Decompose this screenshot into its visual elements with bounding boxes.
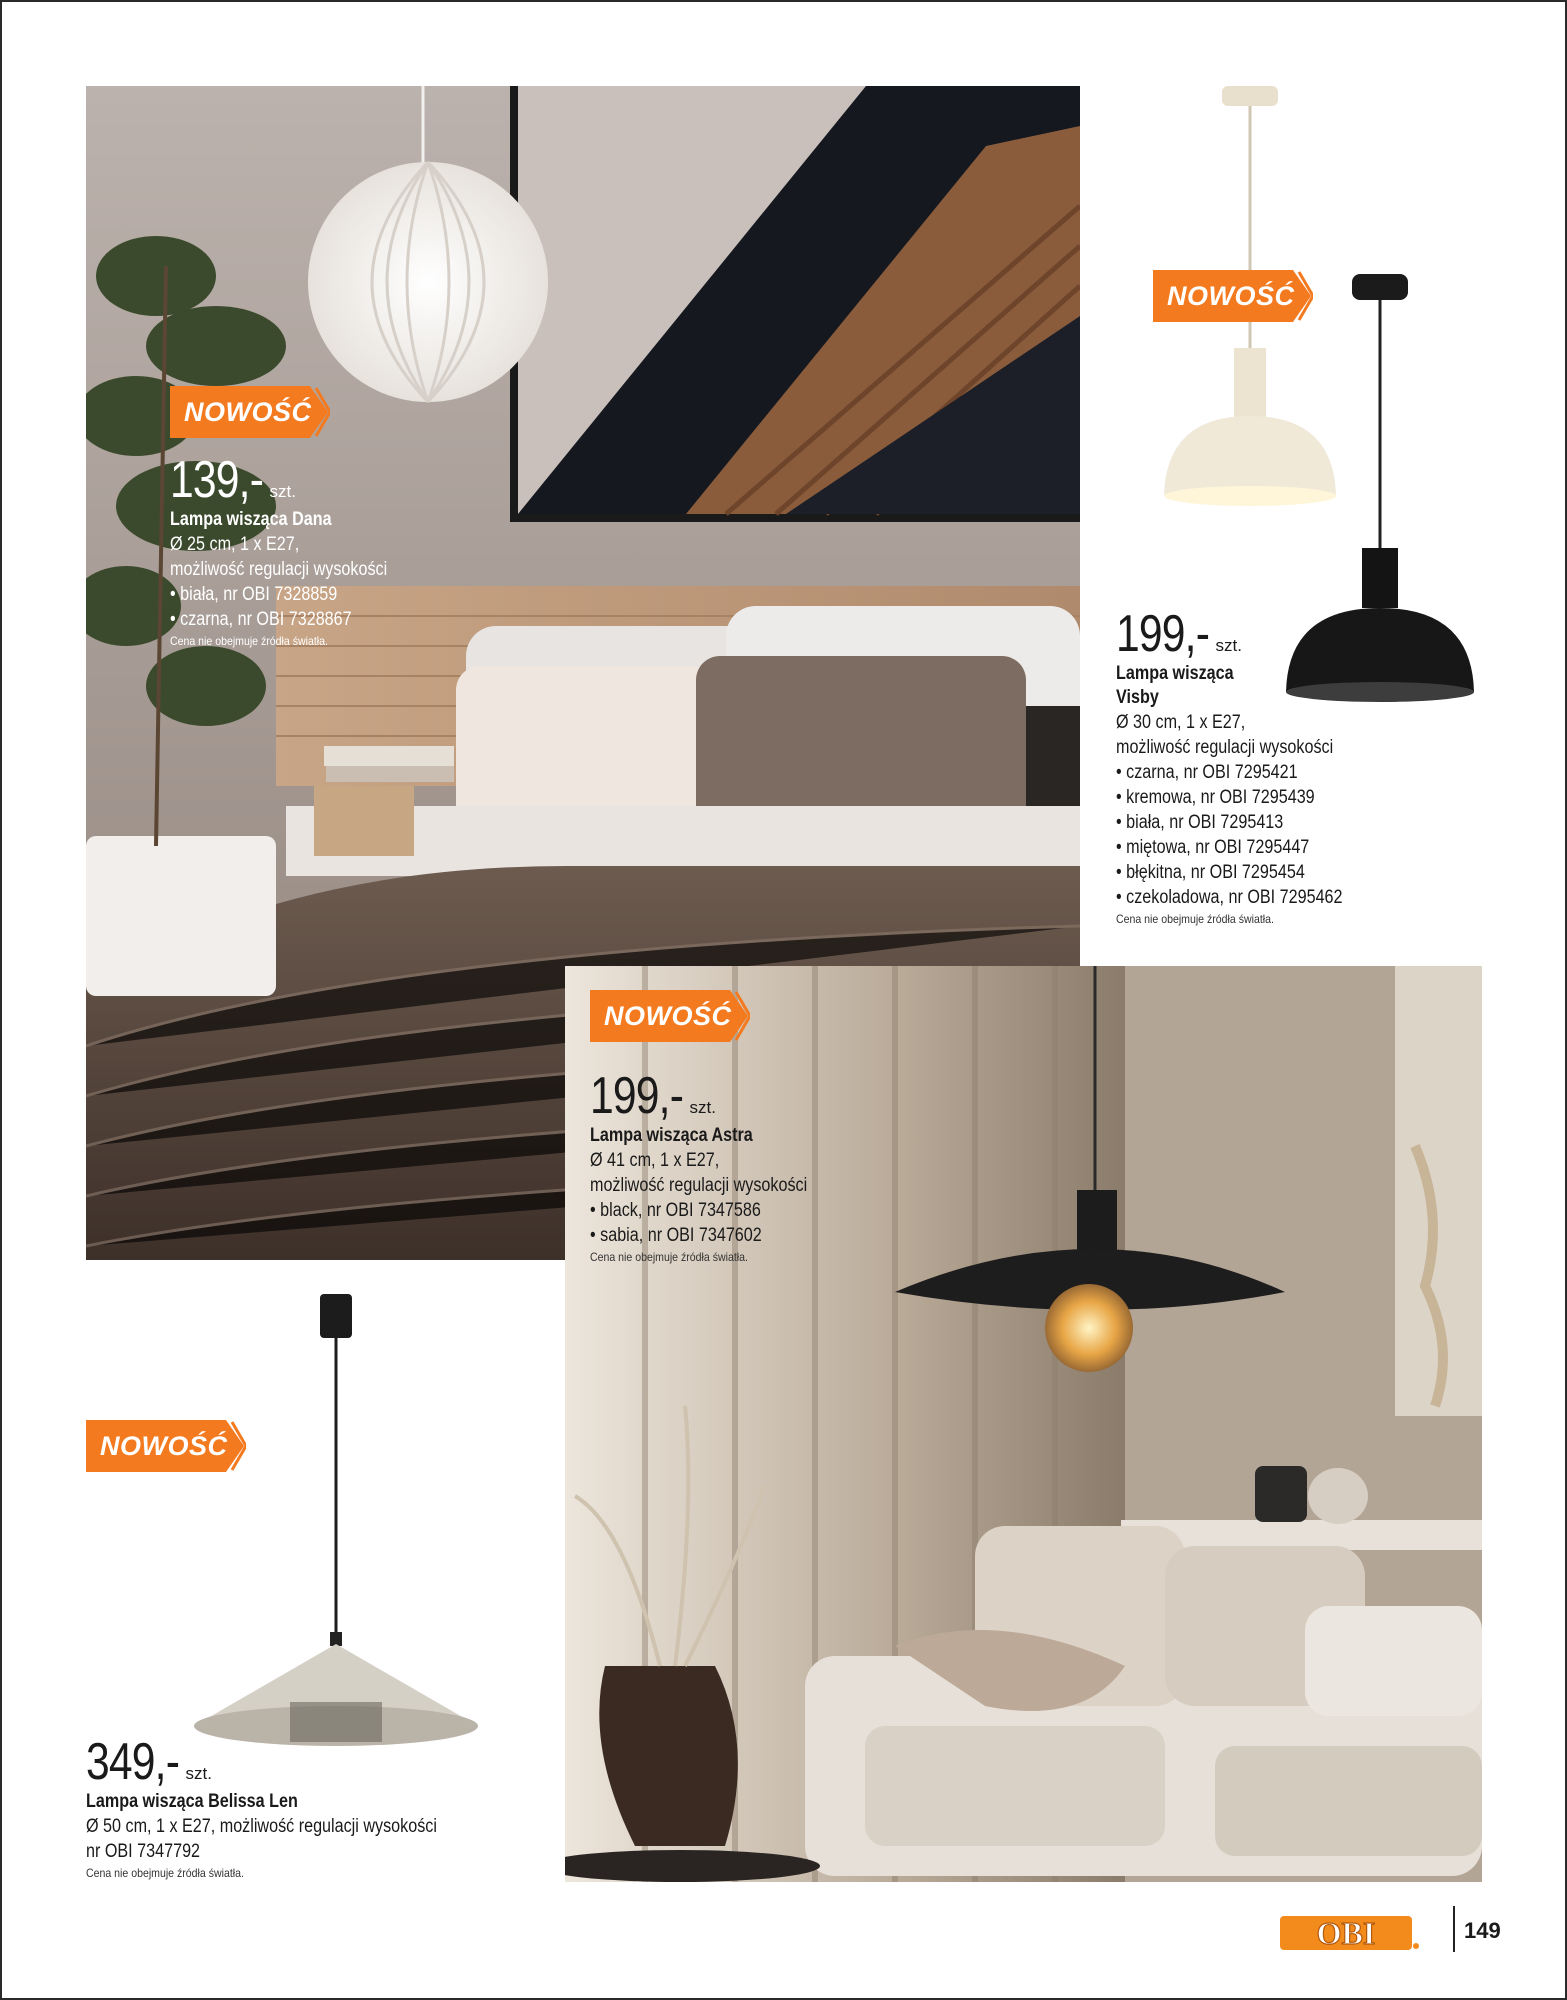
offer-astra bbox=[590, 1068, 846, 1266]
obi-logo bbox=[1280, 1914, 1420, 1952]
price-note: Cena nie obejmuje źródła światła. bbox=[1116, 912, 1274, 926]
product-name-belissa: Lampa wisząca Belissa Len bbox=[86, 1791, 298, 1812]
new-badge-dana: NOWOŚĆ bbox=[170, 386, 330, 438]
variant-line: • czarna, nr OBI 7328867 bbox=[170, 609, 352, 630]
spec-line: nr OBI 7347792 bbox=[86, 1841, 201, 1862]
offer-dana bbox=[170, 452, 426, 650]
variant-line: • black, nr OBI 7347586 bbox=[590, 1200, 761, 1221]
price-note: Cena nie obejmuje źródła światła. bbox=[86, 1866, 244, 1880]
price-note: Cena nie obejmuje źródła światła. bbox=[170, 634, 328, 648]
footer-divider bbox=[1453, 1906, 1455, 1952]
new-badge-visby: NOWOŚĆ bbox=[1153, 270, 1313, 322]
obi-logo-text: OBI bbox=[1316, 1915, 1376, 1951]
variant-line: • kremowa, nr OBI 7295439 bbox=[1116, 787, 1315, 808]
page-number: 149 bbox=[1464, 1918, 1501, 1943]
spec-line: Ø 25 cm, 1 x E27, bbox=[170, 534, 300, 555]
spec-line: Ø 30 cm, 1 x E27, bbox=[1116, 712, 1246, 733]
new-badge-belissa: NOWOŚĆ bbox=[86, 1420, 246, 1472]
offer-visby bbox=[1116, 606, 1382, 928]
price-dana: 139,- szt. bbox=[170, 451, 296, 509]
price-belissa: 349,- szt. bbox=[86, 1733, 212, 1791]
price-note: Cena nie obejmuje źródła światła. bbox=[590, 1250, 748, 1264]
spec-line: możliwość regulacji wysokości bbox=[170, 559, 388, 580]
product-name-visby: Lampa wisząca bbox=[1116, 663, 1234, 684]
price-astra: 199,- szt. bbox=[590, 1067, 716, 1125]
variant-line: • sabia, nr OBI 7347602 bbox=[590, 1225, 762, 1246]
spec-line: możliwość regulacji wysokości bbox=[1116, 737, 1334, 758]
variant-line: • miętowa, nr OBI 7295447 bbox=[1116, 837, 1310, 858]
spec-line: możliwość regulacji wysokości bbox=[590, 1175, 808, 1196]
product-name-dana: Lampa wisząca Dana bbox=[170, 509, 332, 530]
variant-line: • biała, nr OBI 7295413 bbox=[1116, 812, 1284, 833]
product-name-visby-line2: Visby bbox=[1116, 687, 1159, 708]
price-visby: 199,- szt. bbox=[1116, 605, 1242, 663]
variant-line: • błękitna, nr OBI 7295454 bbox=[1116, 862, 1305, 883]
new-badge-astra: NOWOŚĆ bbox=[590, 990, 750, 1042]
belissa-lamp-image bbox=[180, 1292, 480, 1752]
variant-line: • czekoladowa, nr OBI 7295462 bbox=[1116, 887, 1343, 908]
offer-belissa bbox=[86, 1734, 499, 1882]
variant-line: • czarna, nr OBI 7295421 bbox=[1116, 762, 1298, 783]
spec-line: Ø 41 cm, 1 x E27, bbox=[590, 1150, 720, 1171]
spec-line: Ø 50 cm, 1 x E27, możliwość regulacji wysokości bbox=[86, 1816, 437, 1837]
product-name-astra: Lampa wisząca Astra bbox=[590, 1125, 753, 1146]
variant-line: • biała, nr OBI 7328859 bbox=[170, 584, 338, 605]
